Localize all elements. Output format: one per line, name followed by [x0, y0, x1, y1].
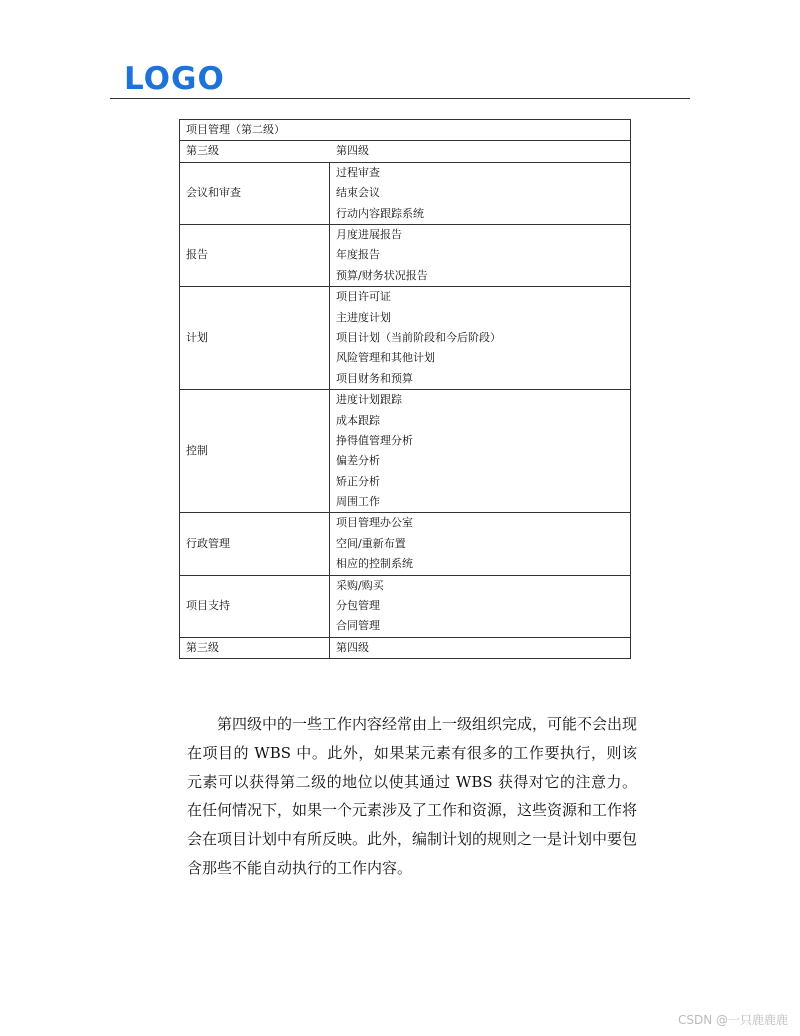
level4-item: 合同管理: [336, 619, 380, 633]
level4-cell: [330, 575, 631, 637]
level4-item: 空间/重新布置: [336, 536, 406, 550]
table-title-row: [180, 120, 631, 141]
level4-item: 年度报告: [336, 248, 380, 262]
header-level3: 第三级: [186, 144, 219, 158]
level3-cell: 会议和审查: [180, 162, 330, 224]
level4-list: [336, 513, 630, 574]
level4-item: 矫正分析: [336, 474, 380, 488]
level3-cell: 报告: [180, 224, 330, 286]
footer-level3: 第三级: [180, 637, 330, 658]
level4-item: 偏差分析: [336, 454, 380, 468]
level4-item: 成本跟踪: [336, 413, 380, 427]
table-row: [180, 390, 631, 513]
table-header-row: [180, 141, 631, 162]
table-row: [180, 575, 631, 637]
level4-list: [336, 576, 630, 637]
body-paragraph: [187, 710, 637, 883]
level4-cell: [330, 513, 631, 575]
table-footer-row: [180, 637, 631, 658]
level3-cell: 控制: [180, 390, 330, 513]
level4-list: [336, 287, 630, 389]
level4-item: 分包管理: [336, 599, 380, 613]
level4-item: 风险管理和其他计划: [336, 351, 435, 365]
level4-list: [336, 163, 630, 224]
table-row: [180, 513, 631, 575]
header-divider: [110, 98, 690, 99]
header-level4: 第四级: [336, 144, 369, 158]
table-row: [180, 287, 631, 390]
level4-list: [336, 225, 630, 286]
table-row: [180, 224, 631, 286]
level4-cell: [330, 390, 631, 513]
level4-cell: [330, 287, 631, 390]
paragraph-text: 第四级中的一些工作内容经常由上一级组织完成，可能不会出现在项目的 WBS 中。此外，如果某元素有很多的工作要执行，则该元素可以获得第二级的地位以使其通过 WBS 获得对它的注意力。在任何情况下，如果一个元素涉及了工作和资源，这些资源和工作将会在项目计划中有所反映。此外，编制计划的规则之一是计划中要包含那些不能自动执行的工作内容。: [187, 715, 638, 877]
level4-cell: [330, 224, 631, 286]
level3-cell: 项目支持: [180, 575, 330, 637]
level4-item: 预算/财务状况报告: [336, 268, 428, 282]
level4-item: 进度计划跟踪: [336, 393, 402, 407]
table-row: [180, 162, 631, 224]
level4-item: 周围工作: [336, 495, 380, 509]
level3-cell: 行政管理: [180, 513, 330, 575]
logo: LOGO: [124, 61, 225, 97]
level4-item: 项目许可证: [336, 290, 391, 304]
level4-item: 结束会议: [336, 186, 380, 200]
level4-list: [336, 390, 630, 512]
level4-cell: [330, 162, 631, 224]
level4-item: 项目计划（当前阶段和今后阶段）: [336, 330, 501, 344]
table-title: 项目管理（第二级）: [180, 120, 631, 141]
level4-item: 月度进展报告: [336, 227, 402, 241]
level3-cell: 计划: [180, 287, 330, 390]
level4-item: 过程审查: [336, 165, 380, 179]
watermark: CSDN @一只鹿鹿鹿: [677, 1013, 788, 1027]
level4-item: 项目管理办公室: [336, 516, 413, 530]
wbs-table: [179, 119, 631, 659]
level4-item: 挣得值管理分析: [336, 433, 413, 447]
level4-item: 行动内容跟踪系统: [336, 206, 424, 220]
level4-item: 采购/购买: [336, 578, 384, 592]
footer-level4: 第四级: [330, 637, 631, 658]
level4-item: 主进度计划: [336, 310, 391, 324]
level4-item: 相应的控制系统: [336, 557, 413, 571]
level4-item: 项目财务和预算: [336, 371, 413, 385]
